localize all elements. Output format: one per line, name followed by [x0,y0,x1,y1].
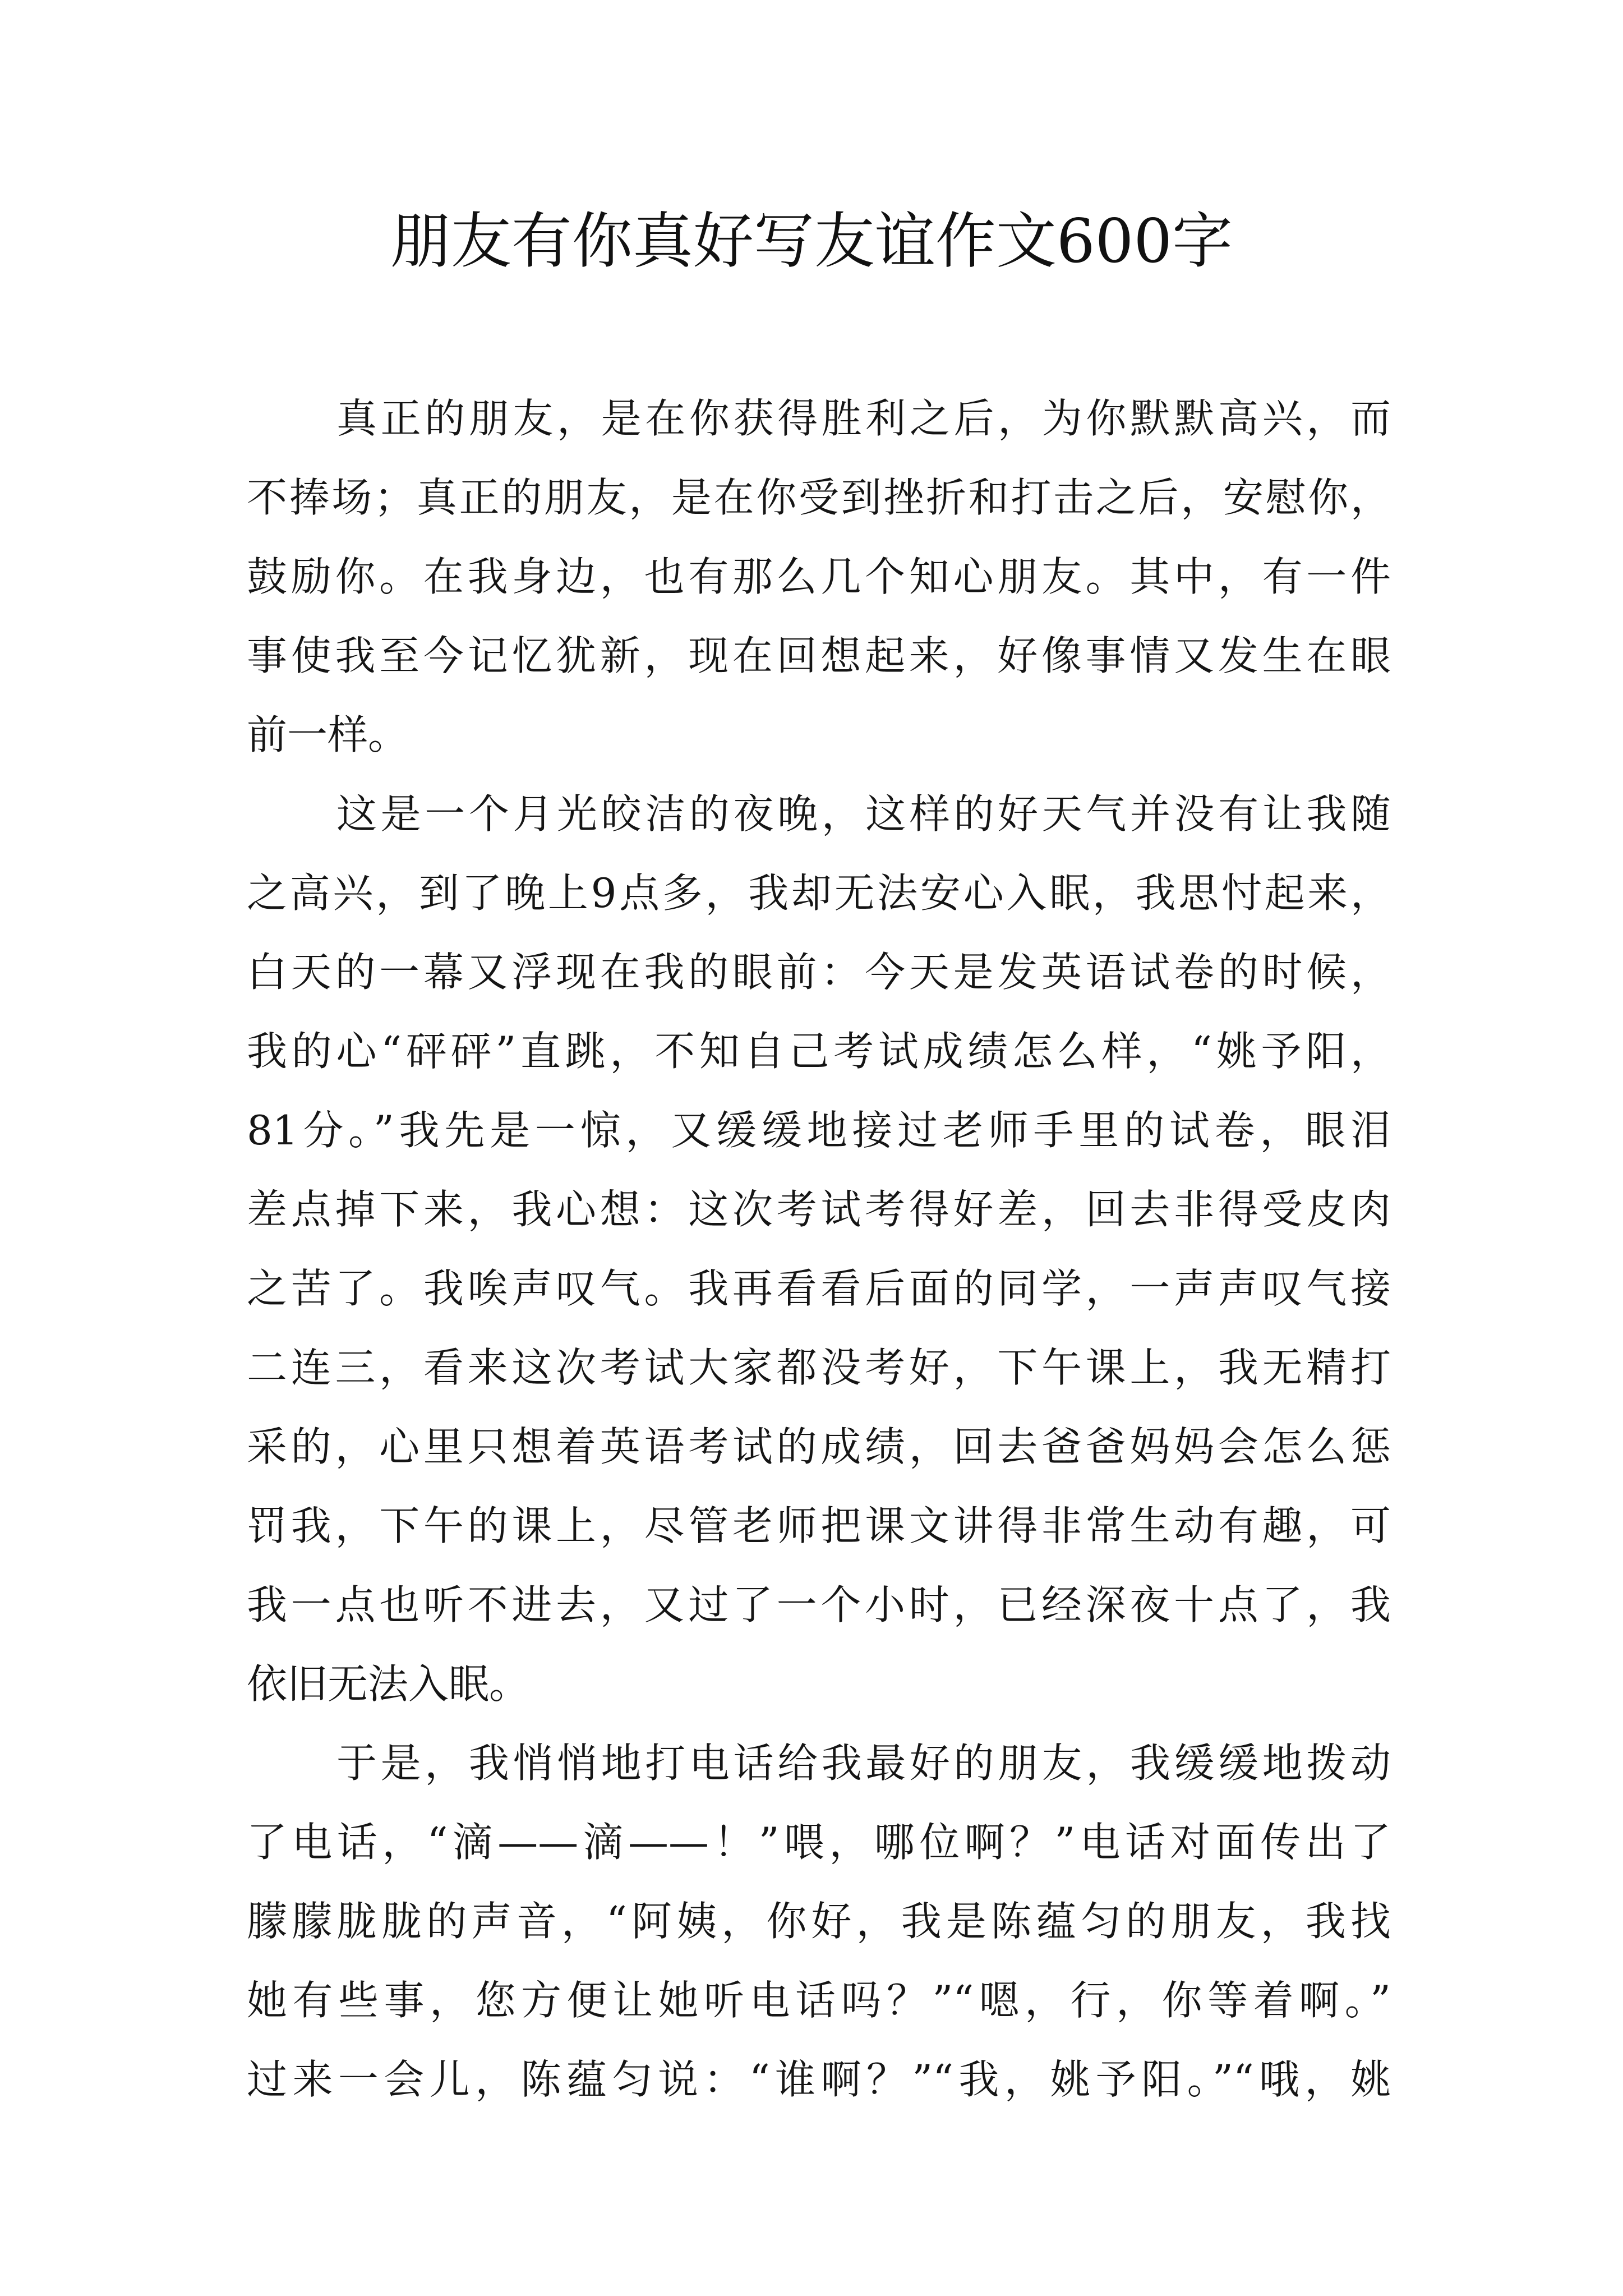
text-line: 之高兴，到了晚上9点多，我却无法安心入眠，我思忖起来， [247,869,1391,917]
text-line: 事使我至今记忆犹新，现在回想起来，好像事情又发生在眼 [247,632,1391,679]
text-line: 鼓励你。在我身边，也有那么几个知心朋友。其中，有一件 [247,553,1391,600]
text-line: 了电话，“滴——滴——！”喂，哪位啊？”电话对面传出了 [247,1819,1391,1866]
text-line: 我一点也听不进去，又过了一个小时，已经深夜十点了，我 [247,1581,1391,1628]
text-line: 前一样。 [247,711,409,758]
document-title: 朋友有你真好写友谊作文600字 [390,206,1233,277]
text-line: 于是，我悄悄地打电话给我最好的朋友，我缓缓地拨动 [336,1740,1391,1787]
text-line: 二连三，看来这次考试大家都没考好，下午课上，我无精打 [247,1344,1391,1391]
text-line: 差点掉下来，我心想：这次考试考得好差，回去非得受皮肉 [247,1186,1391,1233]
text-line: 不捧场；真正的朋友，是在你受到挫折和打击之后，安慰你， [247,474,1391,521]
essay-body [247,379,1391,2119]
text-line: 真正的朋友，是在你获得胜利之后，为你默默高兴，而 [336,395,1391,442]
text-line: 朦朦胧胧的声音，“阿姨，你好，我是陈蕴匀的朋友，我找 [247,1898,1391,1945]
text-line: 这是一个月光皎洁的夜晚，这样的好天气并没有让我随 [336,790,1391,838]
text-line: 她有些事，您方便让她听电话吗？”“嗯，行，你等着啊。” [247,1977,1391,2024]
text-line: 81分。”我先是一惊，又缓缓地接过老师手里的试卷，眼泪 [247,1107,1391,1154]
text-line: 白天的一幕又浮现在我的眼前：今天是发英语试卷的时候， [247,949,1391,996]
text-line: 依旧无法入眠。 [247,1660,530,1708]
text-line: 罚我，下午的课上，尽管老师把课文讲得非常生动有趣，可 [247,1502,1391,1549]
text-line: 我的心“砰砰”直跳，不知自己考试成绩怎么样，“姚予阳， [247,1028,1391,1075]
text-line: 采的，心里只想着英语考试的成绩，回去爸爸妈妈会怎么惩 [247,1423,1391,1470]
text-line: 之苦了。我唉声叹气。我再看看后面的同学，一声声叹气接 [247,1265,1391,1312]
text-line: 过来一会儿，陈蕴匀说：“谁啊？”“我，姚予阳。”“哦，姚 [247,2056,1391,2103]
